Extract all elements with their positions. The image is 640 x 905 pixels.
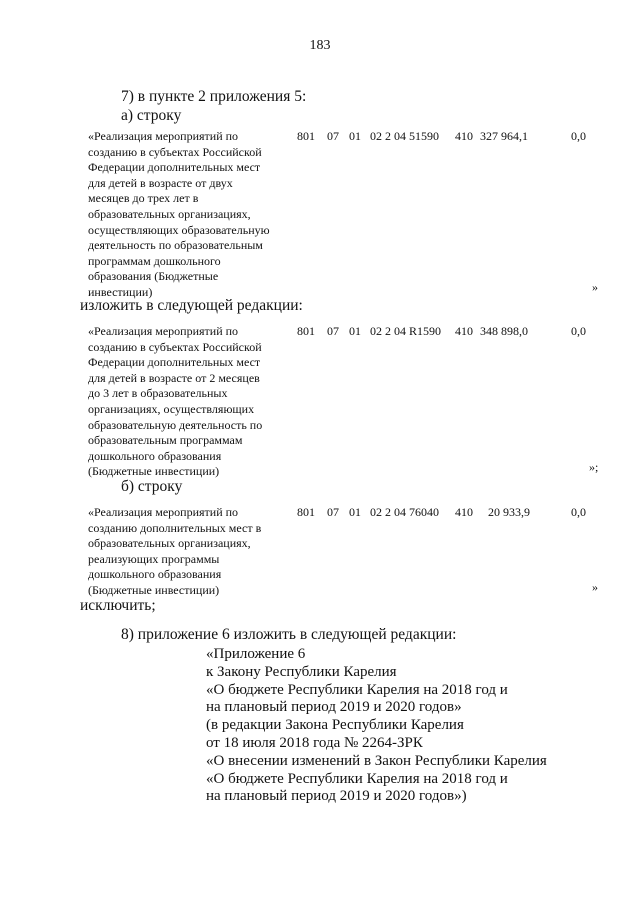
row1-code-2: 07 xyxy=(327,129,339,143)
row3-amount-2: 0,0 xyxy=(571,505,586,519)
row2-line: дошкольного образования xyxy=(88,448,222,463)
row2-close-quote: »; xyxy=(589,460,599,474)
item7-heading: 7) в пункте 2 приложения 5: xyxy=(121,88,307,105)
appendix-line: «О бюджете Республики Карелия на 2018 год и xyxy=(206,770,508,787)
row2-line: Федерации дополнительных мест xyxy=(88,355,261,370)
row2-code-4: 02 2 04 R1590 xyxy=(370,324,442,338)
row1-code-5: 410 xyxy=(455,129,473,143)
page-number: 183 xyxy=(309,38,331,53)
row3-amount-1: 20 933,9 xyxy=(488,505,530,519)
row2-amount-1: 348 898,0 xyxy=(480,324,528,338)
row3-line: «Реализация мероприятий по xyxy=(88,505,239,519)
row2-code-1: 801 xyxy=(297,324,315,338)
row1-line: осуществляющих образовательную xyxy=(88,222,270,237)
row1-line: инвестиции) xyxy=(88,284,153,299)
row2-line: организациях, осуществляющих xyxy=(88,401,255,416)
row2-code-3: 01 xyxy=(349,324,361,338)
row1-code-3: 01 xyxy=(349,129,361,143)
row2-amount-2: 0,0 xyxy=(571,324,586,338)
row1-code-4: 02 2 04 51590 xyxy=(370,129,439,143)
row3-line: дошкольного образования xyxy=(88,567,222,582)
row1-line: Федерации дополнительных мест xyxy=(88,160,261,175)
row3-code-1: 801 xyxy=(297,505,315,519)
row2-code-5: 410 xyxy=(455,324,473,338)
row3-line: созданию дополнительных мест в xyxy=(88,520,262,535)
appendix-header xyxy=(206,646,547,806)
appendix-line: «Приложение 6 xyxy=(206,646,306,662)
item8-heading: 8) приложение 6 изложить в следующей редакции: xyxy=(121,626,457,643)
row2-line: «Реализация мероприятий по xyxy=(88,324,239,338)
row1-code-1: 801 xyxy=(297,129,315,143)
appendix-line: (в редакции Закона Республики Карелия xyxy=(206,717,464,734)
exclude-text: исключить; xyxy=(80,597,156,614)
row2-code-2: 07 xyxy=(327,324,339,338)
row2-description xyxy=(88,324,298,480)
row1-line: «Реализация мероприятий по xyxy=(88,129,239,143)
item7-sub-b: б) строку xyxy=(121,478,183,495)
appendix-line: от 18 июля 2018 года № 2264-ЗРК xyxy=(206,734,423,751)
appendix-line: «О бюджете Республики Карелия на 2018 год и xyxy=(206,681,508,698)
row3-code-5: 410 xyxy=(455,505,473,519)
row3-line: реализующих программы xyxy=(88,551,220,566)
row1-amount-2: 0,0 xyxy=(571,129,586,143)
row1-line: созданию в субъектах Российской xyxy=(88,144,262,159)
row2-line: для детей в возрасте от 2 месяцев xyxy=(88,370,260,385)
appendix-line: «О внесении изменений в Закон Республики Карелия xyxy=(206,752,547,769)
row3-description xyxy=(88,505,298,599)
row1-line: программам дошкольного xyxy=(88,253,221,268)
row1-line: месяцев до трех лет в xyxy=(88,191,199,206)
row1-close-quote: » xyxy=(592,280,598,294)
row1-line: образовательных организациях, xyxy=(88,206,251,221)
row3-code-2: 07 xyxy=(327,505,339,519)
row1-description xyxy=(88,129,298,301)
row2-line: (Бюджетные инвестиции) xyxy=(88,464,220,479)
appendix-line: на плановый период 2019 и 2020 годов» xyxy=(206,699,462,716)
item7-sub-a: а) строку xyxy=(121,107,182,124)
row2-line: созданию в субъектах Российской xyxy=(88,339,262,354)
row3-code-4: 02 2 04 76040 xyxy=(370,505,439,519)
row2-line: образовательным программам xyxy=(88,433,243,448)
row3-close-quote: » xyxy=(592,580,598,594)
row3-code-3: 01 xyxy=(349,505,361,519)
row1-amount-1: 327 964,1 xyxy=(480,129,528,143)
row1-line: деятельность по образовательным xyxy=(88,238,263,253)
row3-line: образовательных организациях, xyxy=(88,536,251,551)
row1-line: для детей в возрасте от двух xyxy=(88,175,233,190)
replace-text: изложить в следующей редакции: xyxy=(80,297,303,314)
row3-line: (Бюджетные инвестиции) xyxy=(88,582,220,597)
appendix-line: к Закону Республики Карелия xyxy=(206,663,397,680)
row2-line: образовательную деятельность по xyxy=(88,417,263,432)
appendix-line: на плановый период 2019 и 2020 годов») xyxy=(206,788,467,805)
row2-line: до 3 лет в образовательных xyxy=(88,386,228,401)
row1-line: образования (Бюджетные xyxy=(88,269,219,284)
